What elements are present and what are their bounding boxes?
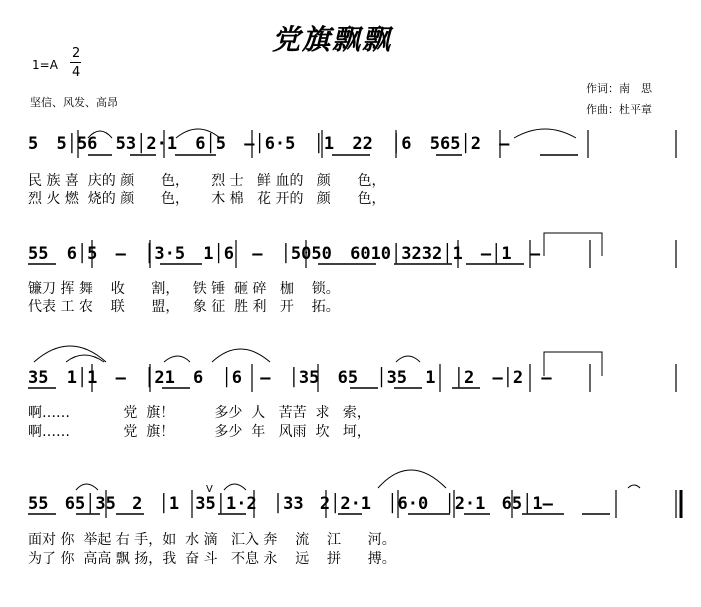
time-signature-top: 2 xyxy=(72,46,81,61)
notation-line-1: 5 5│56 53│2·1 6│5 –│6·5 │1 22 │6 565│2 – xyxy=(28,134,510,154)
lyric-line-2-verse-2: 代表 工 农 联 盟， 象 征 胜 利 开 拓。 xyxy=(28,299,340,315)
composer-credit: 作曲：杜平章 xyxy=(586,103,652,116)
notation-line-4: 55 65│35 2 │1 35│1·2 │33 2│2·1 │6·0 │2·1 65│1– xyxy=(28,494,553,514)
key-signature: 1=A xyxy=(32,58,58,72)
song-title: 党旗飘飘 xyxy=(272,23,393,56)
lyric-line-1-verse-2: 烈 火 燃 烧的 颜 色， 木 棉 花 开的 颜 色， xyxy=(28,191,386,207)
lyric-line-4-verse-1: 面对 你 举起 右 手，如 水 滴 汇入 奔 流 江 河。 xyxy=(28,532,396,548)
mood-marking: 坚信、风发、高昂 xyxy=(30,96,118,109)
time-signature-bottom: 4 xyxy=(72,65,81,80)
lyric-line-3-verse-2: 啊…… 党 旗！ 多少 年 风雨 坎 坷， xyxy=(28,424,371,440)
lyric-line-4-verse-2: 为了 你 高高 飘 扬，我 奋 斗 不息 永 远 拼 搏。 xyxy=(28,551,396,567)
lyric-line-2-verse-1: 镰刀 挥 舞 收 割， 铁 锤 砸 碎 枷 锁。 xyxy=(28,281,340,297)
lyric-line-3-verse-1: 啊…… 党 旗！ 多少 人 苦苦 求 索， xyxy=(28,405,371,421)
notation-line-2: 55 6│5 – │3·5 1│6 – │5050 6010│3232│1 –│1 – xyxy=(28,244,541,264)
svg-text:V: V xyxy=(206,484,213,495)
notation-line-3: 35 1│1 – │21 6 │6 – │35 65 │35 1 │2 –│2 – xyxy=(28,368,552,388)
lyricist-credit: 作词：南 思 xyxy=(586,82,652,95)
lyric-line-1-verse-1: 民 族 喜 庆的 颜 色， 烈 士 鲜 血的 颜 色， xyxy=(28,173,386,189)
